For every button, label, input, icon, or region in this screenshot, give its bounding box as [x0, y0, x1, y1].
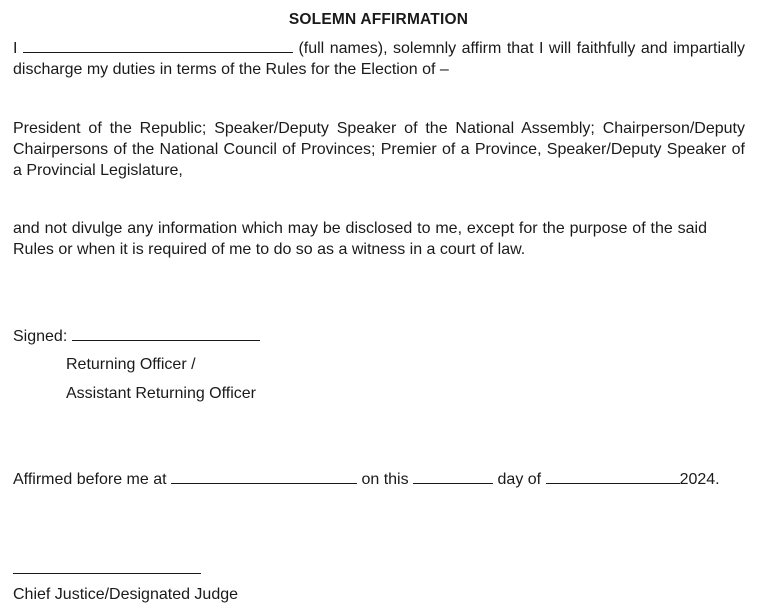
affirmed-at-label: Affirmed before me at: [13, 471, 167, 488]
offices-paragraph: [13, 118, 745, 181]
affirmation-paragraph: [13, 38, 745, 80]
offices-line-1: President of the Republic; Speaker/Deputy Speaker of the National Assembly; Chairperson/Deputy: [13, 120, 745, 137]
signed-row: [13, 326, 260, 347]
offices-line-3: a Provincial Legislature,: [13, 162, 183, 179]
affirmation-suffix: (full names), solemnly affirm that I will faithfully and impartially: [298, 40, 746, 57]
month-blank[interactable]: [546, 469, 680, 484]
signed-label: Signed:: [13, 328, 68, 345]
confidentiality-paragraph: [13, 218, 707, 260]
document-title: SOLEMN AFFIRMATION: [288, 11, 469, 28]
judge-label: Chief Justice/Designated Judge: [13, 586, 239, 603]
place-blank[interactable]: [171, 469, 357, 484]
role-assistant-returning-officer: Assistant Returning Officer: [66, 385, 257, 402]
judge-signature-blank[interactable]: [13, 558, 201, 574]
affirmed-row: [13, 469, 720, 490]
role-returning-officer: Returning Officer /: [66, 356, 196, 373]
affirmation-line-1: [13, 38, 745, 59]
affirmed-day-label: day of: [497, 471, 542, 488]
affirmation-prefix: I: [13, 40, 18, 57]
affirmed-year: 2024.: [679, 471, 720, 488]
offices-line-2: Chairpersons of the National Council of Provinces; Premier of a Province, Speaker/Deputy Speaker of: [13, 141, 745, 158]
signature-blank[interactable]: [72, 326, 260, 341]
confidentiality-line-2: Rules or when it is required of me to do so as a witness in a court of law.: [13, 241, 526, 258]
affirmed-on-label: on this: [361, 471, 409, 488]
affirmation-line-2: discharge my duties in terms of the Rules for the Election of –: [13, 61, 449, 78]
confidentiality-line-1: and not divulge any information which may be disclosed to me, except for the purpose of the said: [13, 220, 707, 237]
day-blank[interactable]: [413, 469, 493, 484]
full-names-blank[interactable]: [23, 38, 293, 53]
